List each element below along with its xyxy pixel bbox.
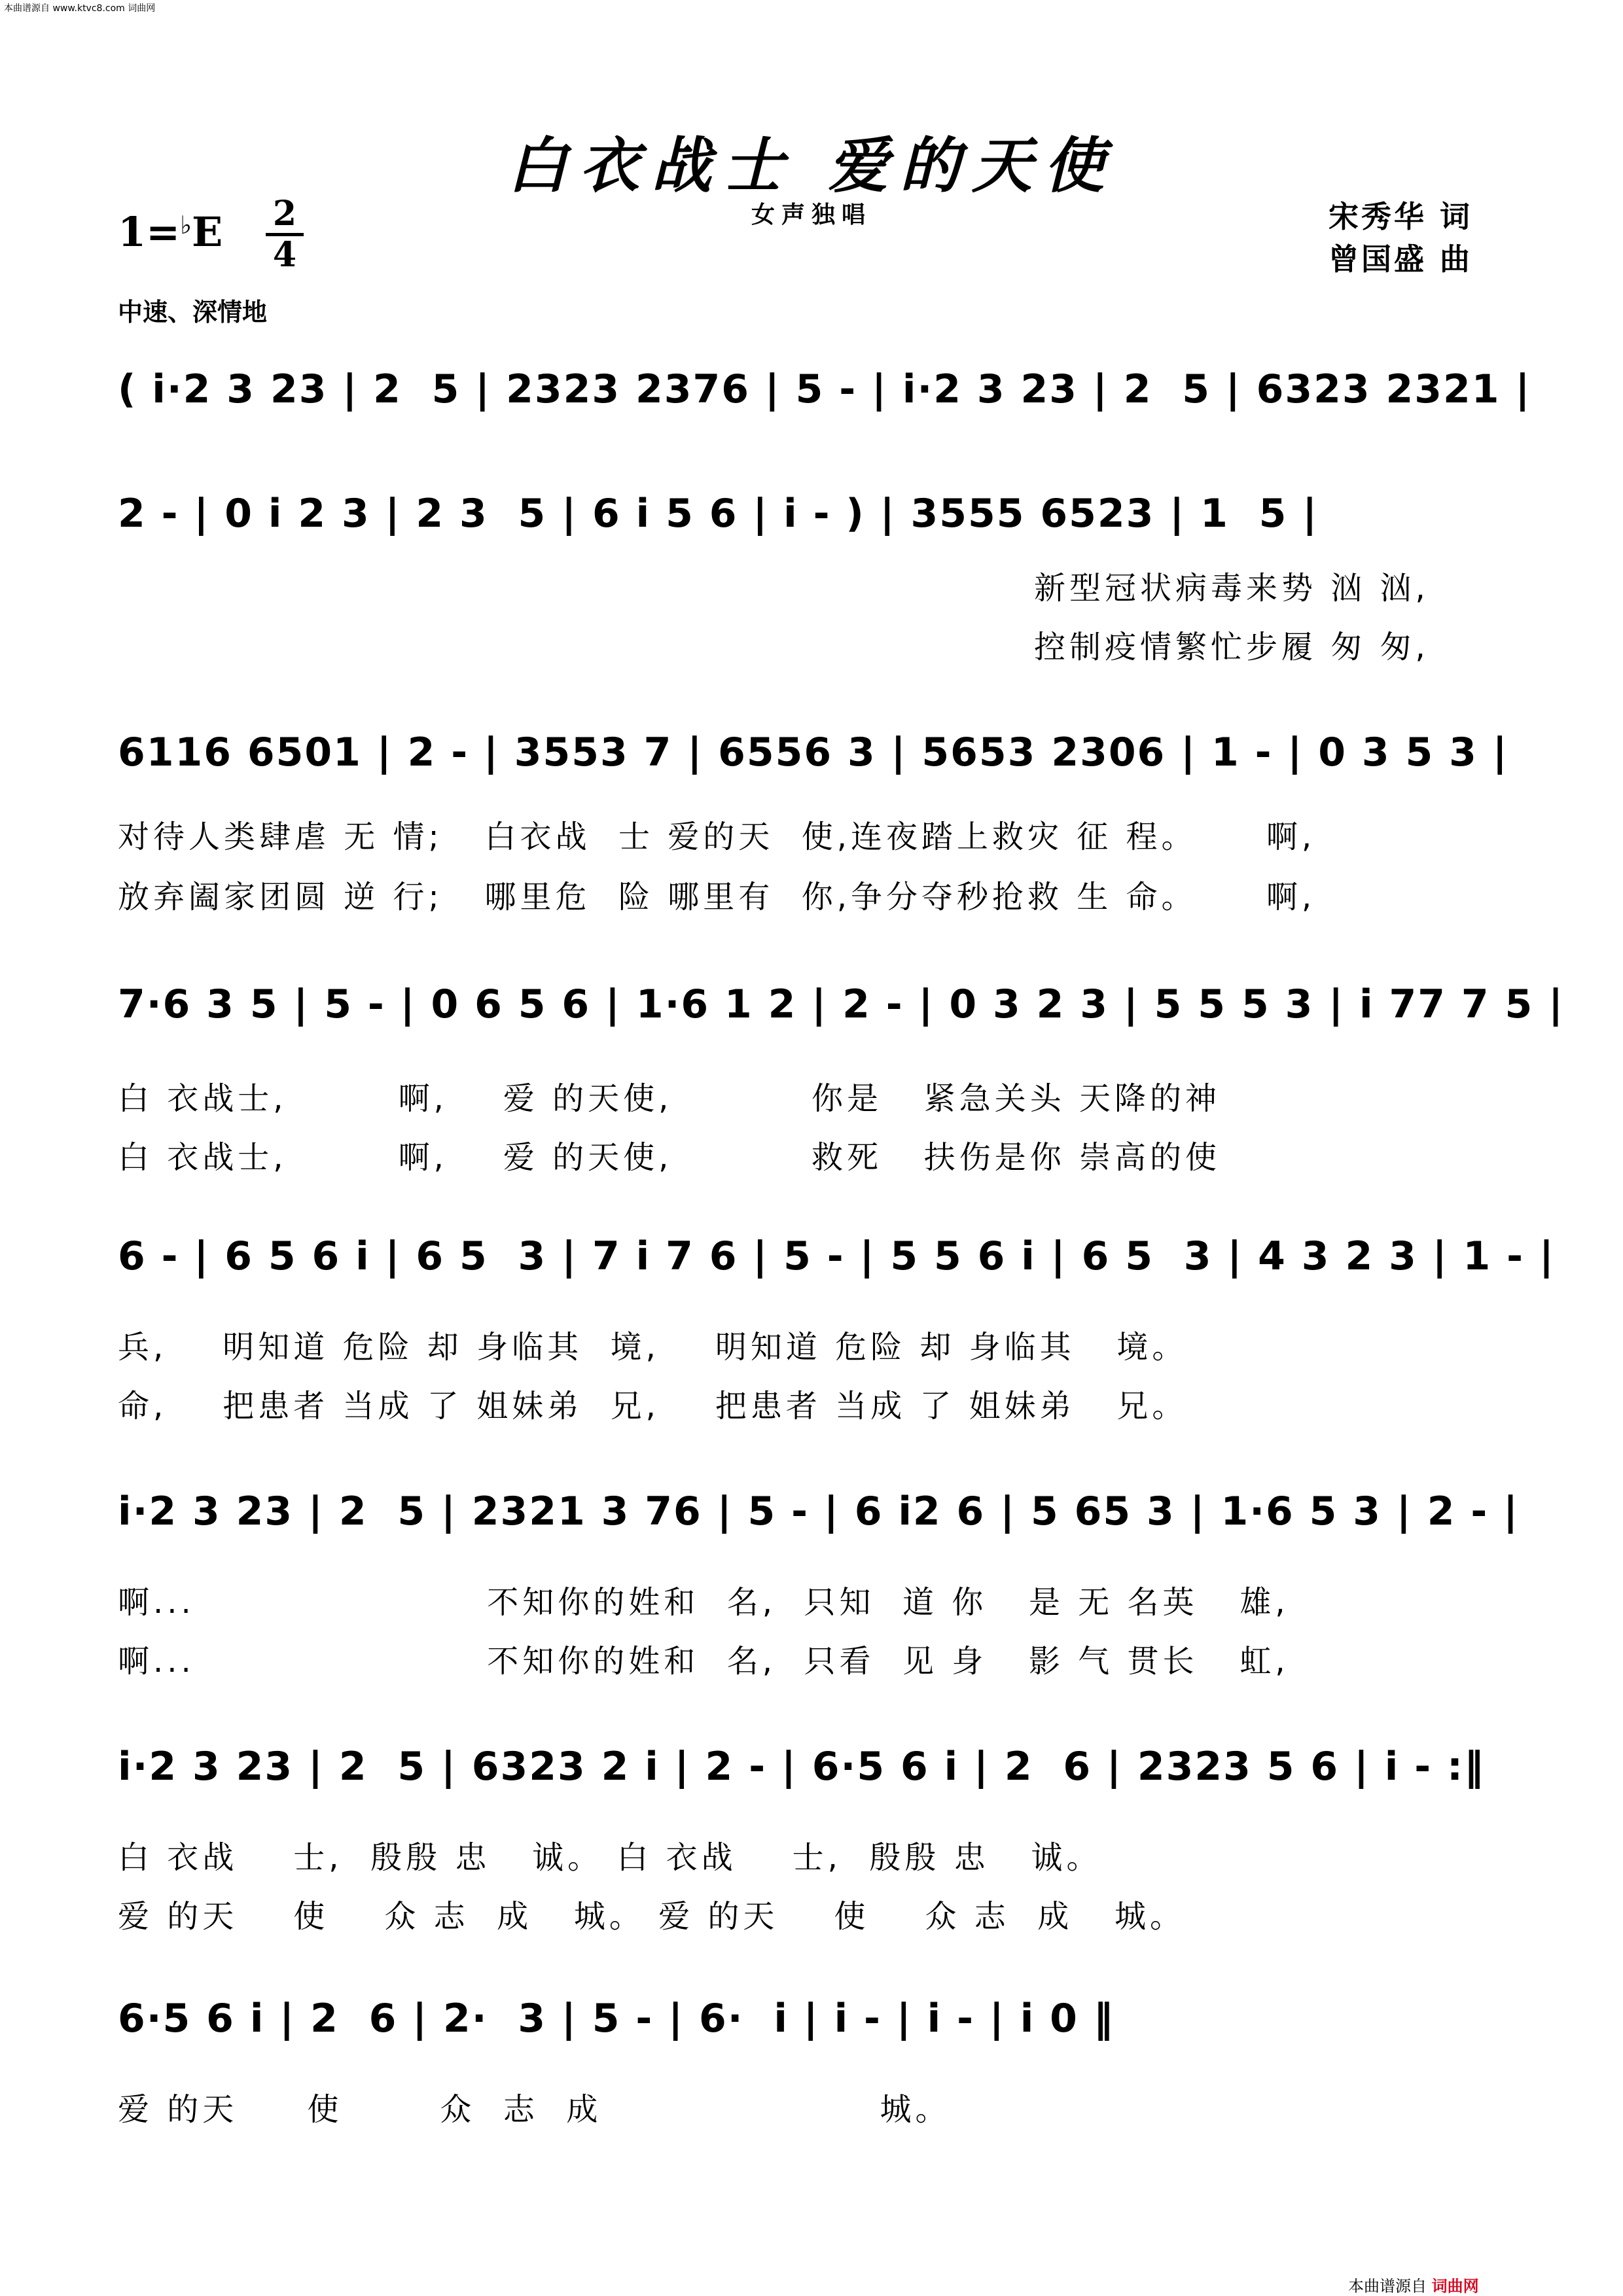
song-subtitle: 女声独唱 bbox=[751, 202, 872, 228]
tempo-marking: 中速、深情地 bbox=[118, 298, 268, 327]
source-header: 本曲谱源自 www.ktvc8.com 词曲网 bbox=[4, 3, 156, 14]
music-line: ( i·2 3 23 | 2 5 | 2323 2376 | 5 - | i·2 3 23 | 2 5 | 6323 2321 | bbox=[118, 366, 1531, 412]
lyric-line: 白 衣战士, 啊, 爱 的天使, 救死 扶伤是你 崇高的使 bbox=[118, 1139, 1221, 1176]
music-line: i·2 3 23 | 2 5 | 2321 3 76 | 5 - | 6 i2 6 | 5 65 3 | 1·6 5 3 | 2 - | bbox=[118, 1489, 1520, 1534]
music-line: i·2 3 23 | 2 5 | 6323 2 i | 2 - | 6·5 6 i | 2 6 | 2323 5 6 | i - :‖ bbox=[118, 1744, 1486, 1790]
footer-source: 本曲谱源自 词曲网 bbox=[1348, 2277, 1479, 2295]
composer-credit: 曾国盛 曲 bbox=[1329, 241, 1473, 277]
music-line: 6 - | 6 5 6 i | 6 5 3 | 7 i 7 6 | 5 - | 5 5 6 i | 6 5 3 | 4 3 2 3 | 1 - | bbox=[118, 1233, 1555, 1279]
music-line: 7·6 3 5 | 5 - | 0 6 5 6 | 1·6 1 2 | 2 - | 0 3 2 3 | 5 5 5 3 | i 77 7 5 | bbox=[118, 981, 1565, 1027]
time-signature: 2 4 bbox=[262, 196, 308, 273]
lyric-line: 啊... 不知你的姓和 名, 只看 见 身 影 气 贯长 虹, bbox=[118, 1643, 1289, 1680]
lyric-line: 白 衣战士, 啊, 爱 的天使, 你是 紧急关头 天降的神 bbox=[118, 1080, 1221, 1117]
lyric-line: 放弃阖家团圆 逆 行; 哪里危 险 哪里有 你,争分夺秒抢救 生 命。 啊, bbox=[118, 879, 1316, 915]
lyric-line: 白 衣战 士, 殷殷 忠 诚。 白 衣战 士, 殷殷 忠 诚。 bbox=[118, 1839, 1102, 1876]
song-title: 白衣战士 爱的天使 bbox=[507, 130, 1116, 201]
lyric-line: 兵, 明知道 危险 却 身临其 境, 明知道 危险 却 身临其 境。 bbox=[118, 1329, 1188, 1366]
lyricist-credit: 宋秀华 词 bbox=[1329, 199, 1473, 234]
lyric-line: 爱 的天 使 众 志 成 城。 bbox=[118, 2091, 951, 2128]
lyric-line: 啊... 不知你的姓和 名, 只知 道 你 是 无 名英 雄, bbox=[118, 1584, 1289, 1621]
key-signature: 1=♭E bbox=[118, 208, 223, 256]
footer-brand: 词曲网 bbox=[1431, 2277, 1479, 2295]
lyric-line: 爱 的天 使 众 志 成 城。 爱 的天 使 众 志 成 城。 bbox=[118, 1898, 1185, 1935]
music-line: 2 - | 0 i 2 3 | 2 3 5 | 6 i 5 6 | i - ) | 3555 6523 | 1 5 | bbox=[118, 491, 1319, 537]
music-line: 6·5 6 i | 2 6 | 2· 3 | 5 - | 6· i | i - | i - | i 0 ‖ bbox=[118, 1996, 1115, 2041]
lyric-line: 新型冠状病毒来势 汹 汹, bbox=[1034, 570, 1429, 607]
lyric-line: 控制疫情繁忙步履 匆 匆, bbox=[1034, 629, 1429, 665]
lyric-line: 命, 把患者 当成 了 姐妹弟 兄, 把患者 当成 了 姐妹弟 兄。 bbox=[118, 1388, 1188, 1424]
music-line: 6116 6501 | 2 - | 3553 7 | 6556 3 | 5653 2306 | 1 - | 0 3 5 3 | bbox=[118, 730, 1508, 775]
lyric-line: 对待人类肆虐 无 情; 白衣战 士 爱的天 使,连夜踏上救灾 征 程。 啊, bbox=[118, 819, 1316, 855]
